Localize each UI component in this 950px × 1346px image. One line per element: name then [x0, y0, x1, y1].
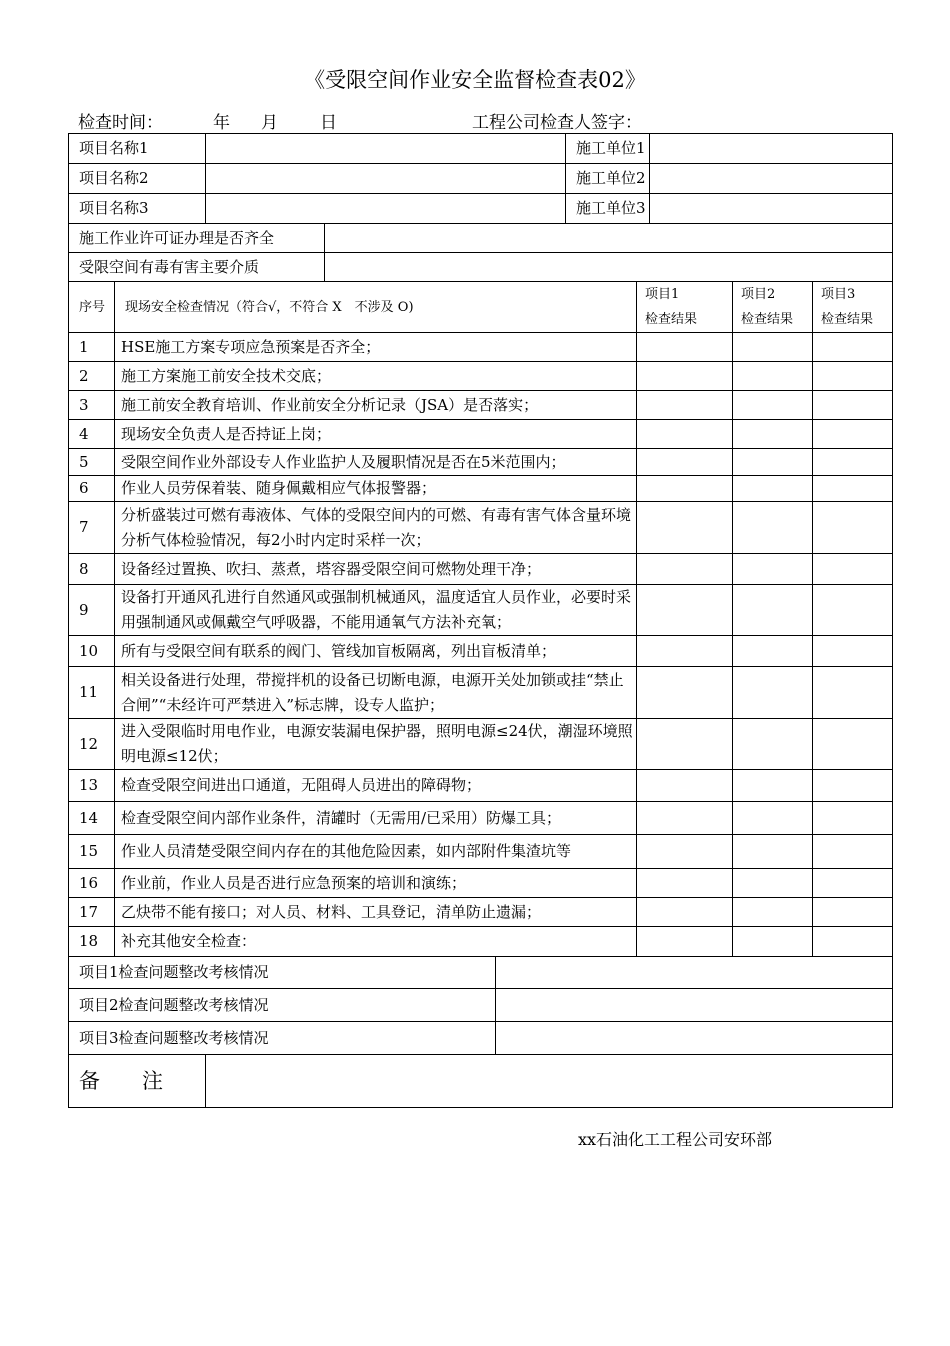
info-row: [69, 134, 893, 164]
result-project3[interactable]: [813, 420, 893, 449]
result-project1[interactable]: [637, 585, 733, 636]
inspector-signature-label: 工程公司检查人签字：: [472, 113, 642, 133]
col-header-project3: [813, 282, 893, 333]
item-text: 分析盛装过可燃有毒液体、气体的受限空间内的可燃、有毒有害气体含量环境分析气体检验情况，每2小时内定时采样一次；: [115, 502, 637, 554]
col-header-project3-line1: 项目3: [821, 287, 856, 302]
item-no: 7: [69, 502, 115, 554]
rectify-row: [69, 957, 893, 989]
result-project2[interactable]: [733, 476, 813, 502]
result-project2[interactable]: [733, 636, 813, 667]
item-no: 15: [69, 835, 115, 869]
item-text: 进入受限临时用电作业，电源安装漏电保护器，照明电源≤24伏，潮湿环境照明电源≤12伏；: [115, 719, 637, 770]
project-name-value[interactable]: [206, 164, 566, 194]
item-text: 设备经过置换、吹扫、蒸煮，塔容器受限空间可燃物处理干净；: [115, 554, 637, 585]
construction-unit-label: 施工单位1: [566, 134, 650, 164]
remark-label: 备 注: [69, 1055, 206, 1108]
item-text: 设备打开通风孔进行自然通风或强制机械通风，温度适宜人员作业，必要时采用强制通风或佩戴空气呼吸器，不能用通氧气方法补充氧；: [115, 585, 637, 636]
rectify-value[interactable]: [496, 1022, 893, 1055]
item-text: HSE施工方案专项应急预案是否齐全；: [115, 333, 637, 362]
result-project2[interactable]: [733, 391, 813, 420]
result-project3[interactable]: [813, 835, 893, 869]
table-row: [69, 667, 893, 719]
table-row: [69, 362, 893, 391]
result-project1[interactable]: [637, 770, 733, 802]
table-row: [69, 420, 893, 449]
result-project1[interactable]: [637, 802, 733, 835]
result-project2[interactable]: [733, 869, 813, 898]
result-project2[interactable]: [733, 333, 813, 362]
construction-unit-label: 施工单位3: [566, 194, 650, 224]
table-row: [69, 502, 893, 554]
day-label: 日: [320, 113, 337, 133]
table-row: [69, 476, 893, 502]
table-row: [69, 927, 893, 957]
item-text: 作业人员清楚受限空间内存在的其他危险因素，如内部附件集渣坑等: [115, 835, 637, 869]
rectify-value[interactable]: [496, 989, 893, 1022]
result-project3[interactable]: [813, 869, 893, 898]
table-row: [69, 802, 893, 835]
construction-unit-value[interactable]: [650, 134, 893, 164]
result-project3[interactable]: [813, 502, 893, 554]
result-project3[interactable]: [813, 333, 893, 362]
result-project1[interactable]: [637, 636, 733, 667]
remark-value[interactable]: [206, 1055, 893, 1108]
toxic-media-label: 受限空间有毒有害主要介质: [69, 253, 325, 282]
result-project3[interactable]: [813, 927, 893, 957]
result-project2[interactable]: [733, 449, 813, 476]
item-no: 4: [69, 420, 115, 449]
item-no: 18: [69, 927, 115, 957]
item-text: 检查受限空间内部作业条件，清罐时（无需用/已采用）防爆工具；: [115, 802, 637, 835]
result-project2[interactable]: [733, 554, 813, 585]
result-project3[interactable]: [813, 585, 893, 636]
result-project2[interactable]: [733, 362, 813, 391]
info-row: [69, 194, 893, 224]
result-project2[interactable]: [733, 770, 813, 802]
table-row: [69, 869, 893, 898]
item-no: 8: [69, 554, 115, 585]
result-project2[interactable]: [733, 835, 813, 869]
inspection-table: [68, 133, 893, 1108]
result-project2[interactable]: [733, 420, 813, 449]
rectify-row: [69, 1022, 893, 1055]
item-text: 现场安全负责人是否持证上岗；: [115, 420, 637, 449]
toxic-media-value[interactable]: [325, 253, 893, 282]
item-no: 10: [69, 636, 115, 667]
construction-unit-label: 施工单位2: [566, 164, 650, 194]
page-title: 《受限空间作业安全监督检查表02》: [304, 68, 646, 92]
table-row: [69, 636, 893, 667]
result-project1[interactable]: [637, 869, 733, 898]
item-no: 9: [69, 585, 115, 636]
construction-unit-value[interactable]: [650, 164, 893, 194]
construction-unit-value[interactable]: [650, 194, 893, 224]
item-text: 补充其他安全检查：: [115, 927, 637, 957]
item-no: 3: [69, 391, 115, 420]
project-name-label: 项目名称3: [69, 194, 206, 224]
table-row: [69, 391, 893, 420]
check-time-label: 检查时间：: [78, 113, 163, 133]
result-project3[interactable]: [813, 554, 893, 585]
col-header-project2-line2: 检查结果: [741, 312, 794, 327]
rectify-row: [69, 989, 893, 1022]
col-header-no: 序号: [69, 282, 115, 333]
col-header-project3-line2: 检查结果: [821, 312, 874, 327]
item-text: 作业前，作业人员是否进行应急预案的培训和演练；: [115, 869, 637, 898]
col-header-project2: [733, 282, 813, 333]
item-text: 相关设备进行处理，带搅拌机的设备已切断电源，电源开关处加锁或挂“禁止合闸”“未经许可严禁进入”标志牌，设专人监护；: [115, 667, 637, 719]
result-project2[interactable]: [733, 927, 813, 957]
project-name-value[interactable]: [206, 134, 566, 164]
info-row: [69, 164, 893, 194]
table-row: [69, 835, 893, 869]
result-project3[interactable]: [813, 476, 893, 502]
result-project1[interactable]: [637, 554, 733, 585]
rectify-label: 项目2检查问题整改考核情况: [69, 989, 496, 1022]
item-text: 受限空间作业外部设专人作业监护人及履职情况是否在5米范围内；: [115, 449, 637, 476]
item-text: 施工前安全教育培训、作业前安全分析记录（JSA）是否落实；: [115, 391, 637, 420]
table-row: [69, 333, 893, 362]
project-name-label: 项目名称1: [69, 134, 206, 164]
remark-row: [69, 1055, 893, 1108]
year-label: 年: [213, 113, 230, 133]
result-project1[interactable]: [637, 391, 733, 420]
item-no: 16: [69, 869, 115, 898]
item-no: 2: [69, 362, 115, 391]
item-text: 检查受限空间进出口通道，无阻碍人员进出的障碍物；: [115, 770, 637, 802]
col-header-project1: [637, 282, 733, 333]
rectify-value[interactable]: [496, 957, 893, 989]
item-no: 11: [69, 667, 115, 719]
issuing-department: xx石油化工工程公司安环部: [578, 1130, 773, 1149]
rectify-label: 项目3检查问题整改考核情况: [69, 1022, 496, 1055]
table-row: [69, 719, 893, 770]
result-project2[interactable]: [733, 802, 813, 835]
item-no: 12: [69, 719, 115, 770]
result-project2[interactable]: [733, 898, 813, 927]
col-header-project1-line1: 项目1: [645, 287, 680, 302]
item-text: 作业人员劳保着装、随身佩戴相应气体报警器；: [115, 476, 637, 502]
permit-value[interactable]: [325, 224, 893, 253]
result-project1[interactable]: [637, 667, 733, 719]
result-project3[interactable]: [813, 802, 893, 835]
project-name-label: 项目名称2: [69, 164, 206, 194]
table-row: [69, 770, 893, 802]
item-no: 6: [69, 476, 115, 502]
col-header-content: 现场安全检查情况（符合√，不符合 X 不涉及 O): [115, 282, 637, 333]
item-no: 13: [69, 770, 115, 802]
result-project1[interactable]: [637, 333, 733, 362]
result-project1[interactable]: [637, 476, 733, 502]
rectify-label: 项目1检查问题整改考核情况: [69, 957, 496, 989]
item-text: 施工方案施工前安全技术交底；: [115, 362, 637, 391]
result-project2[interactable]: [733, 502, 813, 554]
result-project3[interactable]: [813, 898, 893, 927]
permit-row: [69, 224, 893, 253]
result-project2[interactable]: [733, 719, 813, 770]
result-project2[interactable]: [733, 585, 813, 636]
col-header-project2-line1: 项目2: [741, 287, 776, 302]
item-no: 5: [69, 449, 115, 476]
table-row: [69, 554, 893, 585]
table-row: [69, 585, 893, 636]
project-name-value[interactable]: [206, 194, 566, 224]
result-project3[interactable]: [813, 636, 893, 667]
result-project3[interactable]: [813, 719, 893, 770]
item-no: 14: [69, 802, 115, 835]
month-label: 月: [261, 113, 278, 133]
column-header-row: [69, 282, 893, 333]
table-row: [69, 449, 893, 476]
result-project1[interactable]: [637, 502, 733, 554]
item-no: 17: [69, 898, 115, 927]
result-project1[interactable]: [637, 420, 733, 449]
result-project3[interactable]: [813, 391, 893, 420]
result-project3[interactable]: [813, 362, 893, 391]
result-project3[interactable]: [813, 770, 893, 802]
item-text: 乙炔带不能有接口；对人员、材料、工具登记，清单防止遗漏；: [115, 898, 637, 927]
toxic-media-row: [69, 253, 893, 282]
item-no: 1: [69, 333, 115, 362]
result-project1[interactable]: [637, 449, 733, 476]
col-header-project1-line2: 检查结果: [645, 312, 698, 327]
result-project2[interactable]: [733, 667, 813, 719]
result-project1[interactable]: [637, 362, 733, 391]
permit-label: 施工作业许可证办理是否齐全: [69, 224, 325, 253]
result-project1[interactable]: [637, 927, 733, 957]
result-project1[interactable]: [637, 835, 733, 869]
result-project1[interactable]: [637, 898, 733, 927]
table-row: [69, 898, 893, 927]
result-project3[interactable]: [813, 667, 893, 719]
result-project3[interactable]: [813, 449, 893, 476]
item-text: 所有与受限空间有联系的阀门、管线加盲板隔离，列出盲板清单；: [115, 636, 637, 667]
result-project1[interactable]: [637, 719, 733, 770]
